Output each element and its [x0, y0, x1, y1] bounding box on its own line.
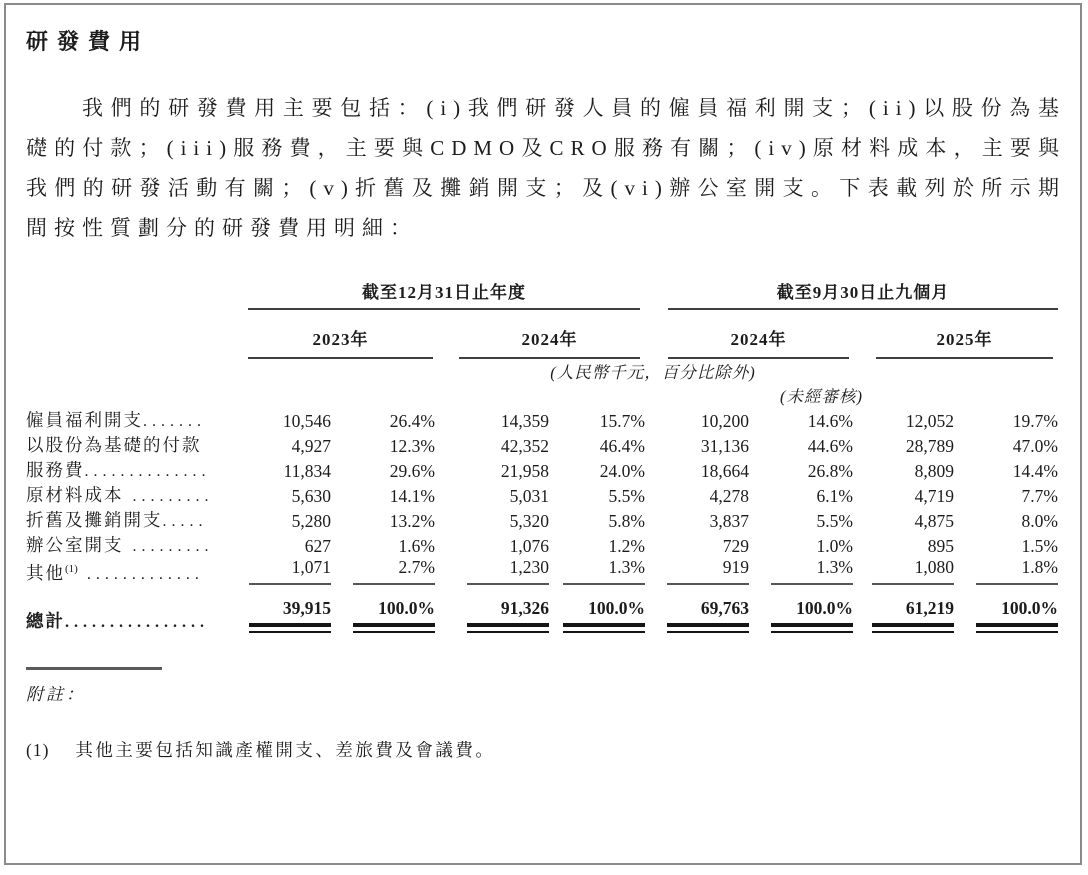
- value-cell: 5,280: [291, 511, 331, 531]
- value-cell: 24.0%: [599, 461, 645, 481]
- year-header-2024: 2024年: [459, 310, 640, 359]
- double-total-rule: [667, 623, 749, 633]
- period-group-nine-months: 截至9月30日止九個月: [668, 278, 1058, 310]
- label-column-spacer: [26, 383, 248, 407]
- value-cell: 100.0%: [954, 585, 1058, 633]
- value-cell: 26.8%: [807, 461, 853, 481]
- value-cell: 14.4%: [1012, 461, 1058, 481]
- value-cell: 5,031: [509, 486, 549, 506]
- value-cell: 26.4%: [389, 411, 435, 431]
- value-cell: 1,230: [435, 557, 549, 585]
- value-cell: 11,834: [283, 461, 331, 481]
- value-cell: 100.0%: [549, 585, 645, 633]
- value-cell: 1.5%: [1021, 536, 1058, 556]
- unaudited-note: (未經審核): [780, 387, 863, 406]
- value-cell: 10,200: [700, 411, 749, 431]
- value-cell: 15.7%: [599, 411, 645, 431]
- value-cell: 3,837: [709, 511, 749, 531]
- rd-expense-table: [26, 278, 1058, 633]
- double-total-rule: [249, 623, 331, 633]
- value-cell: 14.6%: [807, 411, 853, 431]
- value-cell: 1.6%: [398, 536, 435, 556]
- value-cell: 627: [304, 536, 331, 556]
- currency-unit-note: (人民幣千元，百分比除外): [550, 363, 756, 382]
- expense-row-share-based-payments: [26, 432, 1058, 457]
- value-cell: 8,809: [914, 461, 954, 481]
- double-total-rule: [976, 623, 1058, 633]
- value-cell: 7.7%: [1021, 486, 1058, 506]
- year-header-2025: 2025年: [876, 310, 1053, 359]
- dot-leader: .........: [123, 488, 214, 505]
- row-label: 辦公室開支 .........: [26, 535, 214, 555]
- value-cell: 31,136: [700, 436, 749, 456]
- value-cell: 5.5%: [608, 486, 645, 506]
- value-cell: 100.0%: [331, 585, 435, 633]
- double-total-rule: [872, 623, 954, 633]
- total-row: [26, 585, 1058, 633]
- value-cell: 895: [927, 536, 954, 556]
- audit-note-row: [26, 383, 1058, 407]
- value-cell: 1.8%: [954, 557, 1058, 585]
- double-total-rule: [353, 623, 435, 633]
- value-cell: 919: [645, 557, 749, 585]
- document-page: [4, 3, 1082, 865]
- value-cell: 14.1%: [389, 486, 435, 506]
- value-cell: 1,071: [248, 557, 331, 585]
- value-cell: 91,326: [435, 585, 549, 633]
- year-header-2024-9m: 2024年: [668, 310, 849, 359]
- dot-leader: ..............: [84, 463, 211, 480]
- value-cell: 28,789: [905, 436, 954, 456]
- value-cell: 1,076: [509, 536, 549, 556]
- footnote-divider: [26, 667, 162, 670]
- value-cell: 1.0%: [816, 536, 853, 556]
- value-cell: 729: [722, 536, 749, 556]
- row-label: 原材料成本 .........: [26, 485, 214, 505]
- value-cell: 5.8%: [608, 511, 645, 531]
- label-column-spacer: [26, 310, 248, 359]
- value-cell: 100.0%: [749, 585, 853, 633]
- period-group-annual: 截至12月31日止年度: [248, 278, 640, 310]
- footnote-1-text: 其他主要包括知識產權開支、差旅費及會議費。: [75, 740, 496, 760]
- dot-leader: .....: [162, 513, 208, 530]
- dot-leader: .............: [77, 566, 204, 583]
- value-cell: 42,352: [500, 436, 549, 456]
- value-cell: 12,052: [905, 411, 954, 431]
- value-cell: 19.7%: [1012, 411, 1058, 431]
- section-title: 研發費用: [26, 29, 151, 54]
- expense-row-depreciation-amortisation: [26, 507, 1058, 532]
- footnote-1: [26, 737, 1062, 762]
- value-cell: 21,958: [500, 461, 549, 481]
- expense-row-others: [26, 557, 1058, 585]
- value-cell: 6.1%: [816, 486, 853, 506]
- double-total-rule: [771, 623, 853, 633]
- footnote-ref: (1): [65, 563, 78, 575]
- value-cell: 5,630: [291, 486, 331, 506]
- double-total-rule: [563, 623, 645, 633]
- value-cell: 12.3%: [389, 436, 435, 456]
- row-label: 以股份為基礎的付款: [26, 435, 202, 455]
- value-cell: 69,763: [645, 585, 749, 633]
- year-header-2023: 2023年: [248, 310, 433, 359]
- intro-paragraph: 我們的研發費用主要包括：(i)我們研發人員的僱員福利開支；(ii)以股份為基礎的付款；(iii)服務費，主要與CDMO及CRO服務有關；(iv)原材料成本，主要與我們的研發活動有關；(v)折舊及攤銷開支；及(vi)辦公室開支。下表載列於所示期間按性質劃分的研發費用明細：: [26, 96, 1066, 240]
- dot-leader: .......: [143, 413, 206, 430]
- unit-note-row: [26, 359, 1058, 383]
- row-label: 折舊及攤銷開支.....: [26, 510, 208, 530]
- value-cell: 1.3%: [549, 557, 645, 585]
- footnote-1-marker: (1): [26, 740, 50, 760]
- row-label: 總計................: [26, 611, 209, 631]
- value-cell: 2.7%: [331, 557, 435, 585]
- value-cell: 13.2%: [389, 511, 435, 531]
- year-header-row: [26, 310, 1058, 359]
- value-cell: 1,080: [853, 557, 954, 585]
- expense-row-employee-benefits: [26, 407, 1058, 432]
- expense-row-service-fees: [26, 457, 1058, 482]
- value-cell: 4,719: [914, 486, 954, 506]
- value-cell: 5,320: [509, 511, 549, 531]
- value-cell: 4,875: [914, 511, 954, 531]
- value-cell: 39,915: [248, 585, 331, 633]
- row-label: 服務費..............: [26, 460, 211, 480]
- row-label: 僱員福利開支.......: [26, 410, 206, 430]
- value-cell: 18,664: [700, 461, 749, 481]
- value-cell: 44.6%: [807, 436, 853, 456]
- double-total-rule: [467, 623, 549, 633]
- value-cell: 29.6%: [389, 461, 435, 481]
- value-cell: 61,219: [853, 585, 954, 633]
- notes-heading: 附註：: [26, 685, 86, 704]
- value-cell: 46.4%: [599, 436, 645, 456]
- value-cell: 1.3%: [749, 557, 853, 585]
- value-cell: 4,278: [709, 486, 749, 506]
- value-cell: 4,927: [291, 436, 331, 456]
- value-cell: 47.0%: [1012, 436, 1058, 456]
- value-cell: 10,546: [282, 411, 331, 431]
- expense-row-office-expenses: [26, 532, 1058, 557]
- value-cell: 1.2%: [608, 536, 645, 556]
- row-label: 其他$^{(1)}$ .............: [26, 563, 204, 583]
- value-cell: 8.0%: [1021, 511, 1058, 531]
- expense-row-raw-materials: [26, 482, 1058, 507]
- expense-rows: [26, 407, 1058, 633]
- dot-leader: .........: [123, 538, 214, 555]
- value-cell: 14,359: [500, 411, 549, 431]
- label-column-spacer: [26, 359, 248, 383]
- label-column-spacer: [26, 278, 248, 310]
- value-cell: 5.5%: [816, 511, 853, 531]
- dot-leader: ................: [65, 614, 209, 631]
- period-group-header-row: [26, 278, 1058, 310]
